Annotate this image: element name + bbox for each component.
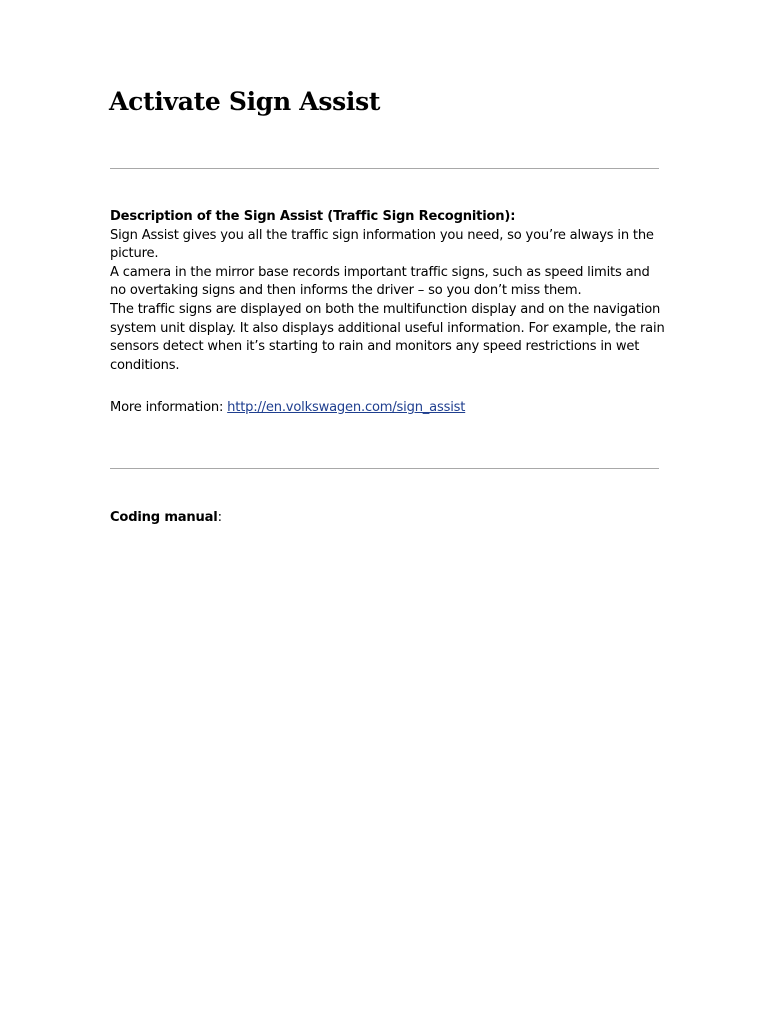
page-title: Activate Sign Assist: [109, 87, 381, 116]
description-paragraph-1: Sign Assist gives you all the traffic sign information you need, so you’re always in the picture.: [110, 227, 654, 262]
divider-bottom: [110, 468, 659, 469]
description-paragraph-2: A camera in the mirror base records important traffic signs, such as speed limits and no overtaking signs and then informs the driver – so you don’t miss them.: [110, 264, 650, 299]
more-information-line: [110, 399, 465, 418]
divider-top: [110, 168, 659, 169]
sign-assist-link[interactable]: http://en.volkswagen.com/sign_assist: [227, 400, 466, 415]
coding-manual-colon: :: [217, 510, 222, 525]
coding-manual-label: Coding manual: [110, 510, 218, 525]
coding-manual-line: [110, 509, 222, 528]
description-section: [110, 208, 665, 375]
description-heading: Description of the Sign Assist (Traffic Sign Recognition):: [110, 209, 516, 224]
more-information-label: More information:: [110, 400, 228, 415]
description-paragraph-3: The traffic signs are displayed on both the multifunction display and on the navigation system unit display. It also displays additional useful information. For example, the rain sensors detect when it’s starting to rain and monitors any speed restrictions in wet conditions.: [110, 301, 665, 373]
